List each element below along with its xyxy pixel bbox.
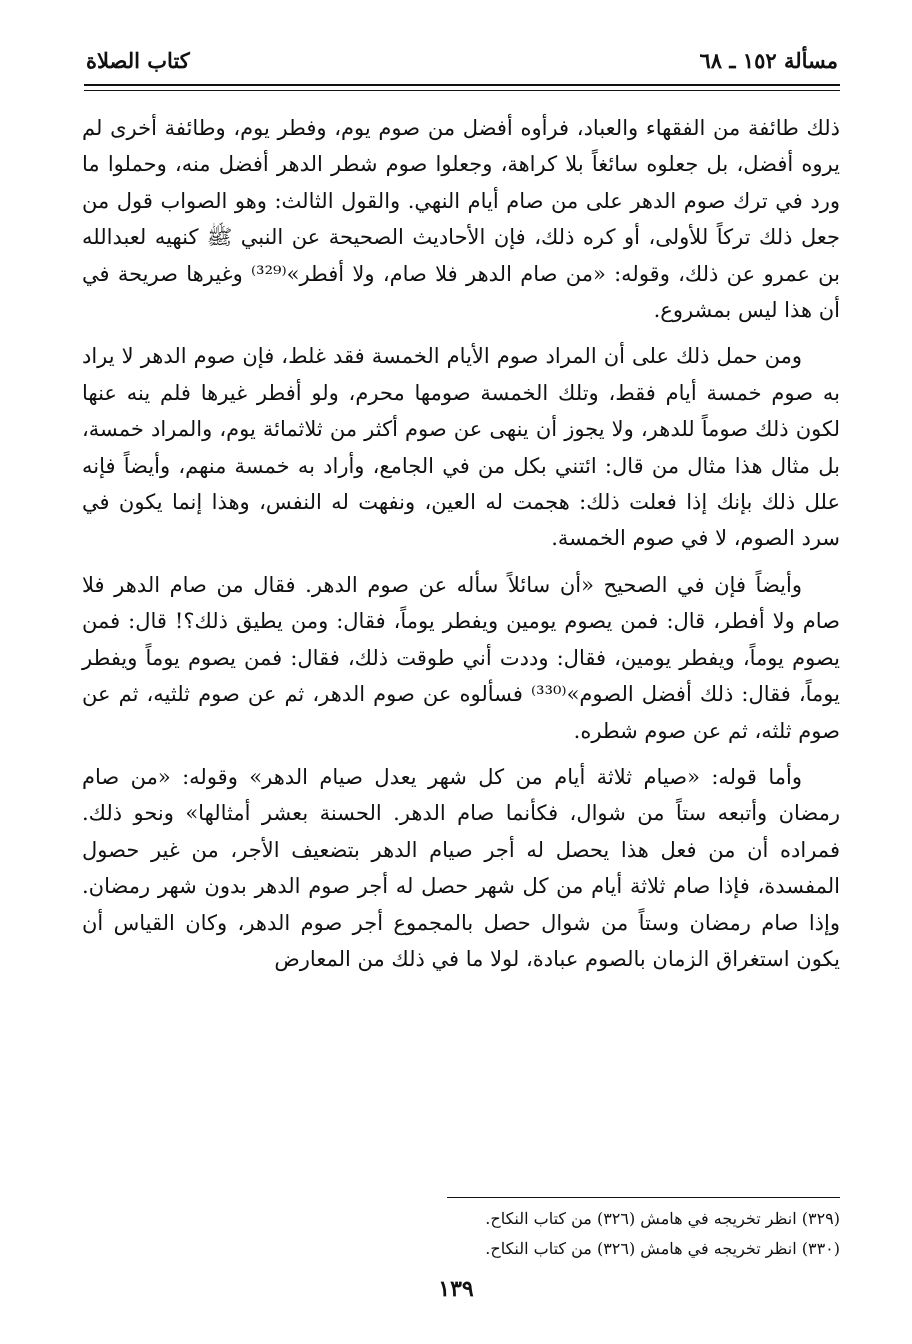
header-chapter-title: كتاب الصلاة	[86, 47, 190, 73]
header-section-number: مسألة ١٥٢ ـ ٦٨	[699, 47, 838, 73]
running-header	[86, 42, 838, 78]
footnotes	[300, 1204, 840, 1264]
footnote-329: (٣٢٩) انظر تخريجه في هامش (٣٢٦) من كتاب النكاح.	[485, 1209, 840, 1228]
paragraph-1: ذلك طائفة من الفقهاء والعباد، فرأوه أفضل من صوم يوم، وفطر يوم، وطائفة أخرى لم يروه أفضل، بل جعلوه سائغاً بلا كراهة، وجعلوا صوم شطر الدهر أفضل منه، وحملوا ما ورد في ترك صوم الدهر على من صام أيام النهي. والقول الثالث: وهو الصواب قول من جعل ذلك تركاً للأولى، أو كره ذلك، فإن الأحاديث الصحيحة عن النبي ﷺ كنهيه لعبدالله بن عمرو عن ذلك، وقوله: «من صام الدهر فلا صام، ولا أفطر»⁽³²⁹⁾ وغيرها صريحة في أن هذا ليس بمشروع.	[82, 116, 840, 323]
footnote-330: (٣٣٠) انظر تخريجه في هامش (٣٢٦) من كتاب النكاح.	[485, 1239, 840, 1258]
main-text	[82, 110, 840, 987]
footnote-separator	[447, 1197, 840, 1198]
paragraph-2: ومن حمل ذلك على أن المراد صوم الأيام الخمسة فقد غلط، فإن صوم الدهر لا يراد به صوم خمسة أيام فقط، وتلك الخمسة صومها محرم، ولو أفطر غيرها فلم ينه عنها لكون ذلك صوماً للدهر، ولا يجوز أن ينهى عن صوم أكثر من ثلاثمائة يوم، والمراد خمسة، بل مثال هذا مثال من قال: ائتني بكل من في الجامع، وأراد به خمسة منهم، وأيضاً فإنه علل ذلك بإنك إذا فعلت ذلك: هجمت له العين، ونفهت له النفس، وهذا إنما يكون في سرد الصوم، لا في صوم الخمسة.	[82, 344, 840, 551]
paragraph-4: وأما قوله: «صيام ثلاثة أيام من كل شهر يعدل صيام الدهر» وقوله: «من صام رمضان وأتبعه ستاً من شوال، فكأنما صام الدهر. الحسنة بعشر أمثالها» ونحو ذلك. فمراده أن من فعل هذا يحصل له أجر صيام الدهر بتضعيف الأجر، من غير حصول المفسدة، فإذا صام ثلاثة أيام من كل شهر حصل له أجر صوم الدهر بدون شهر رمضان. وإذا صام رمضان وستاً من شوال حصل بالمجموع أجر صوم الدهر، وكان القياس أن يكون استغراق الزمان بالصوم عبادة، لولا ما في ذلك من المعارض	[82, 764, 840, 971]
header-rule-thick	[84, 84, 840, 86]
header-rule-thin	[84, 90, 840, 91]
paragraph-3: وأيضاً فإن في الصحيح «أن سائلاً سأله عن صوم الدهر. فقال من صام الدهر فلا صام ولا أفطر، قال: فمن يصوم يومين ويفطر يوماً، فقال: ومن يطيق ذلك؟! قال: فمن يصوم يوماً، ويفطر يومين، فقال: وددت أني طوقت ذلك، فقال: فمن يصوم يوماً ويفطر يوماً، فقال: ذلك أفضل الصوم»⁽³³⁰⁾ فسألوه عن صوم الدهر، ثم عن صوم ثلثيه، ثم عن صوم ثلثه، ثم عن صوم شطره.	[82, 572, 840, 743]
page-number: ١٣٩	[438, 1276, 474, 1302]
